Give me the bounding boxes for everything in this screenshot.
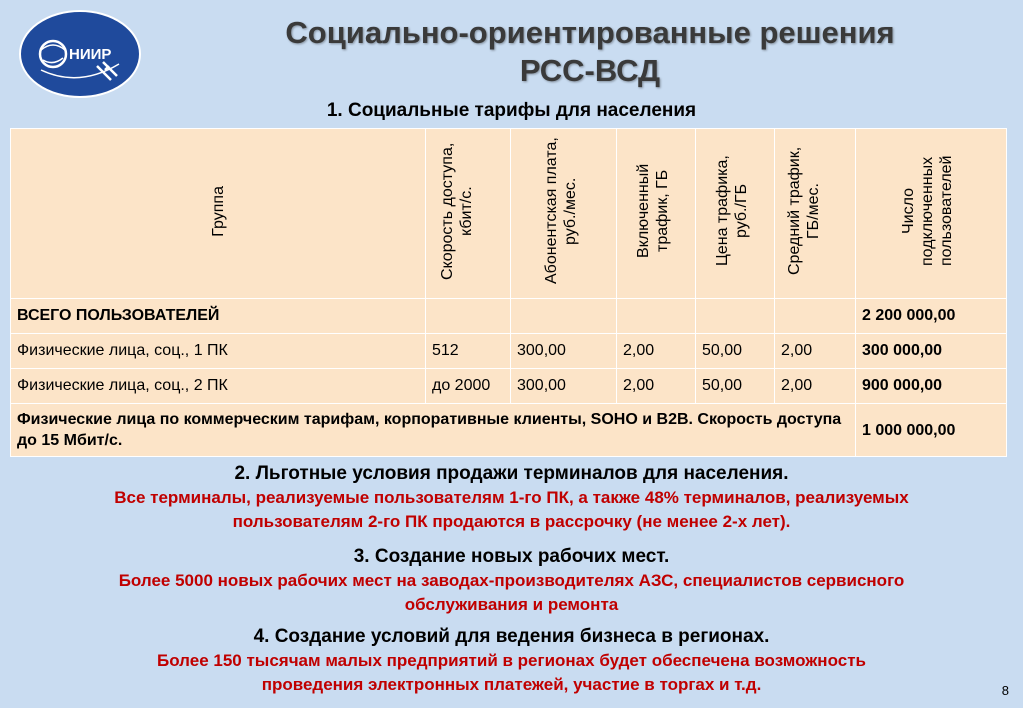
section2-line2: пользователям 2-го ПК продаются в рассрочку (не менее 2-х лет).: [232, 512, 791, 531]
commercial-users: 1 000 000,00: [856, 404, 1007, 457]
page-number: 8: [1001, 683, 1009, 698]
section1-title: 1. Социальные тарифы для населения: [326, 100, 697, 121]
row-price: 50,00: [696, 334, 775, 369]
row-avg: 2,00: [775, 369, 856, 404]
total-label: ВСЕГО ПОЛЬЗОВАТЕЛЕЙ: [11, 299, 426, 334]
section2-line1: Все терминалы, реализуемые пользователям 1-го ПК, а также 48% терминалов, реализуемых: [114, 488, 909, 507]
row-price: 50,00: [696, 369, 775, 404]
header-group: Группа: [11, 129, 426, 299]
row-users: 900 000,00: [856, 369, 1007, 404]
header-price: Цена трафика, руб./ГБ: [696, 129, 775, 299]
row-fee: 300,00: [511, 369, 617, 404]
logo-text: НИИР: [69, 46, 112, 63]
row-fee: 300,00: [511, 334, 617, 369]
title-line-2: РСС-ВСД: [519, 53, 661, 88]
row-traffic: 2,00: [617, 369, 696, 404]
row-users: 300 000,00: [856, 334, 1007, 369]
row-group: Физические лица, соц., 1 ПК: [11, 334, 426, 369]
section2: [0, 462, 1023, 534]
section4: [0, 625, 1023, 697]
table-row: [11, 369, 1007, 404]
niir-logo: [19, 10, 141, 98]
commercial-label: Физические лица по коммерческим тарифам, корпоративные клиенты, SOHO и B2B. Скорость доступа до 15 Мбит/с.: [11, 404, 856, 457]
header-speed: Скорость доступа, кбит/с.: [426, 129, 511, 299]
section3-title: 3. Создание новых рабочих мест.: [353, 546, 670, 567]
table-header-row: [11, 129, 1007, 299]
header-traffic: Включенный трафик, ГБ: [617, 129, 696, 299]
page-title: [190, 14, 990, 90]
section3-line1: Более 5000 новых рабочих мест на заводах-производителях АЗС, специалистов сервисного: [118, 571, 905, 590]
section4-title: 4. Создание условий для ведения бизнеса в регионах.: [253, 626, 770, 647]
table-row-commercial: [11, 404, 1007, 457]
row-traffic: 2,00: [617, 334, 696, 369]
section4-line1: Более 150 тысячам малых предприятий в регионах будет обеспечена возможность: [157, 651, 866, 670]
header-fee: Абонентская плата, руб./мес.: [511, 129, 617, 299]
row-group: Физические лица, соц., 2 ПК: [11, 369, 426, 404]
header-avg: Средний трафик, ГБ/мес.: [775, 129, 856, 299]
section3-line2: обслуживания и ремонта: [404, 595, 619, 614]
title-line-1: Социально-ориентированные решения: [285, 15, 895, 50]
header-users: Число подключенных пользователей: [856, 129, 1007, 299]
row-speed: до 2000: [426, 369, 511, 404]
section4-line2: проведения электронных платежей, участие в торгах и т.д.: [261, 675, 762, 694]
row-speed: 512: [426, 334, 511, 369]
row-avg: 2,00: [775, 334, 856, 369]
table-row: [11, 334, 1007, 369]
section2-title: 2. Льготные условия продажи терминалов для населения.: [234, 463, 789, 484]
section3: [0, 545, 1023, 617]
total-users: 2 200 000,00: [856, 299, 1007, 334]
tariff-table: [10, 128, 1007, 457]
table-row-total: [11, 299, 1007, 334]
